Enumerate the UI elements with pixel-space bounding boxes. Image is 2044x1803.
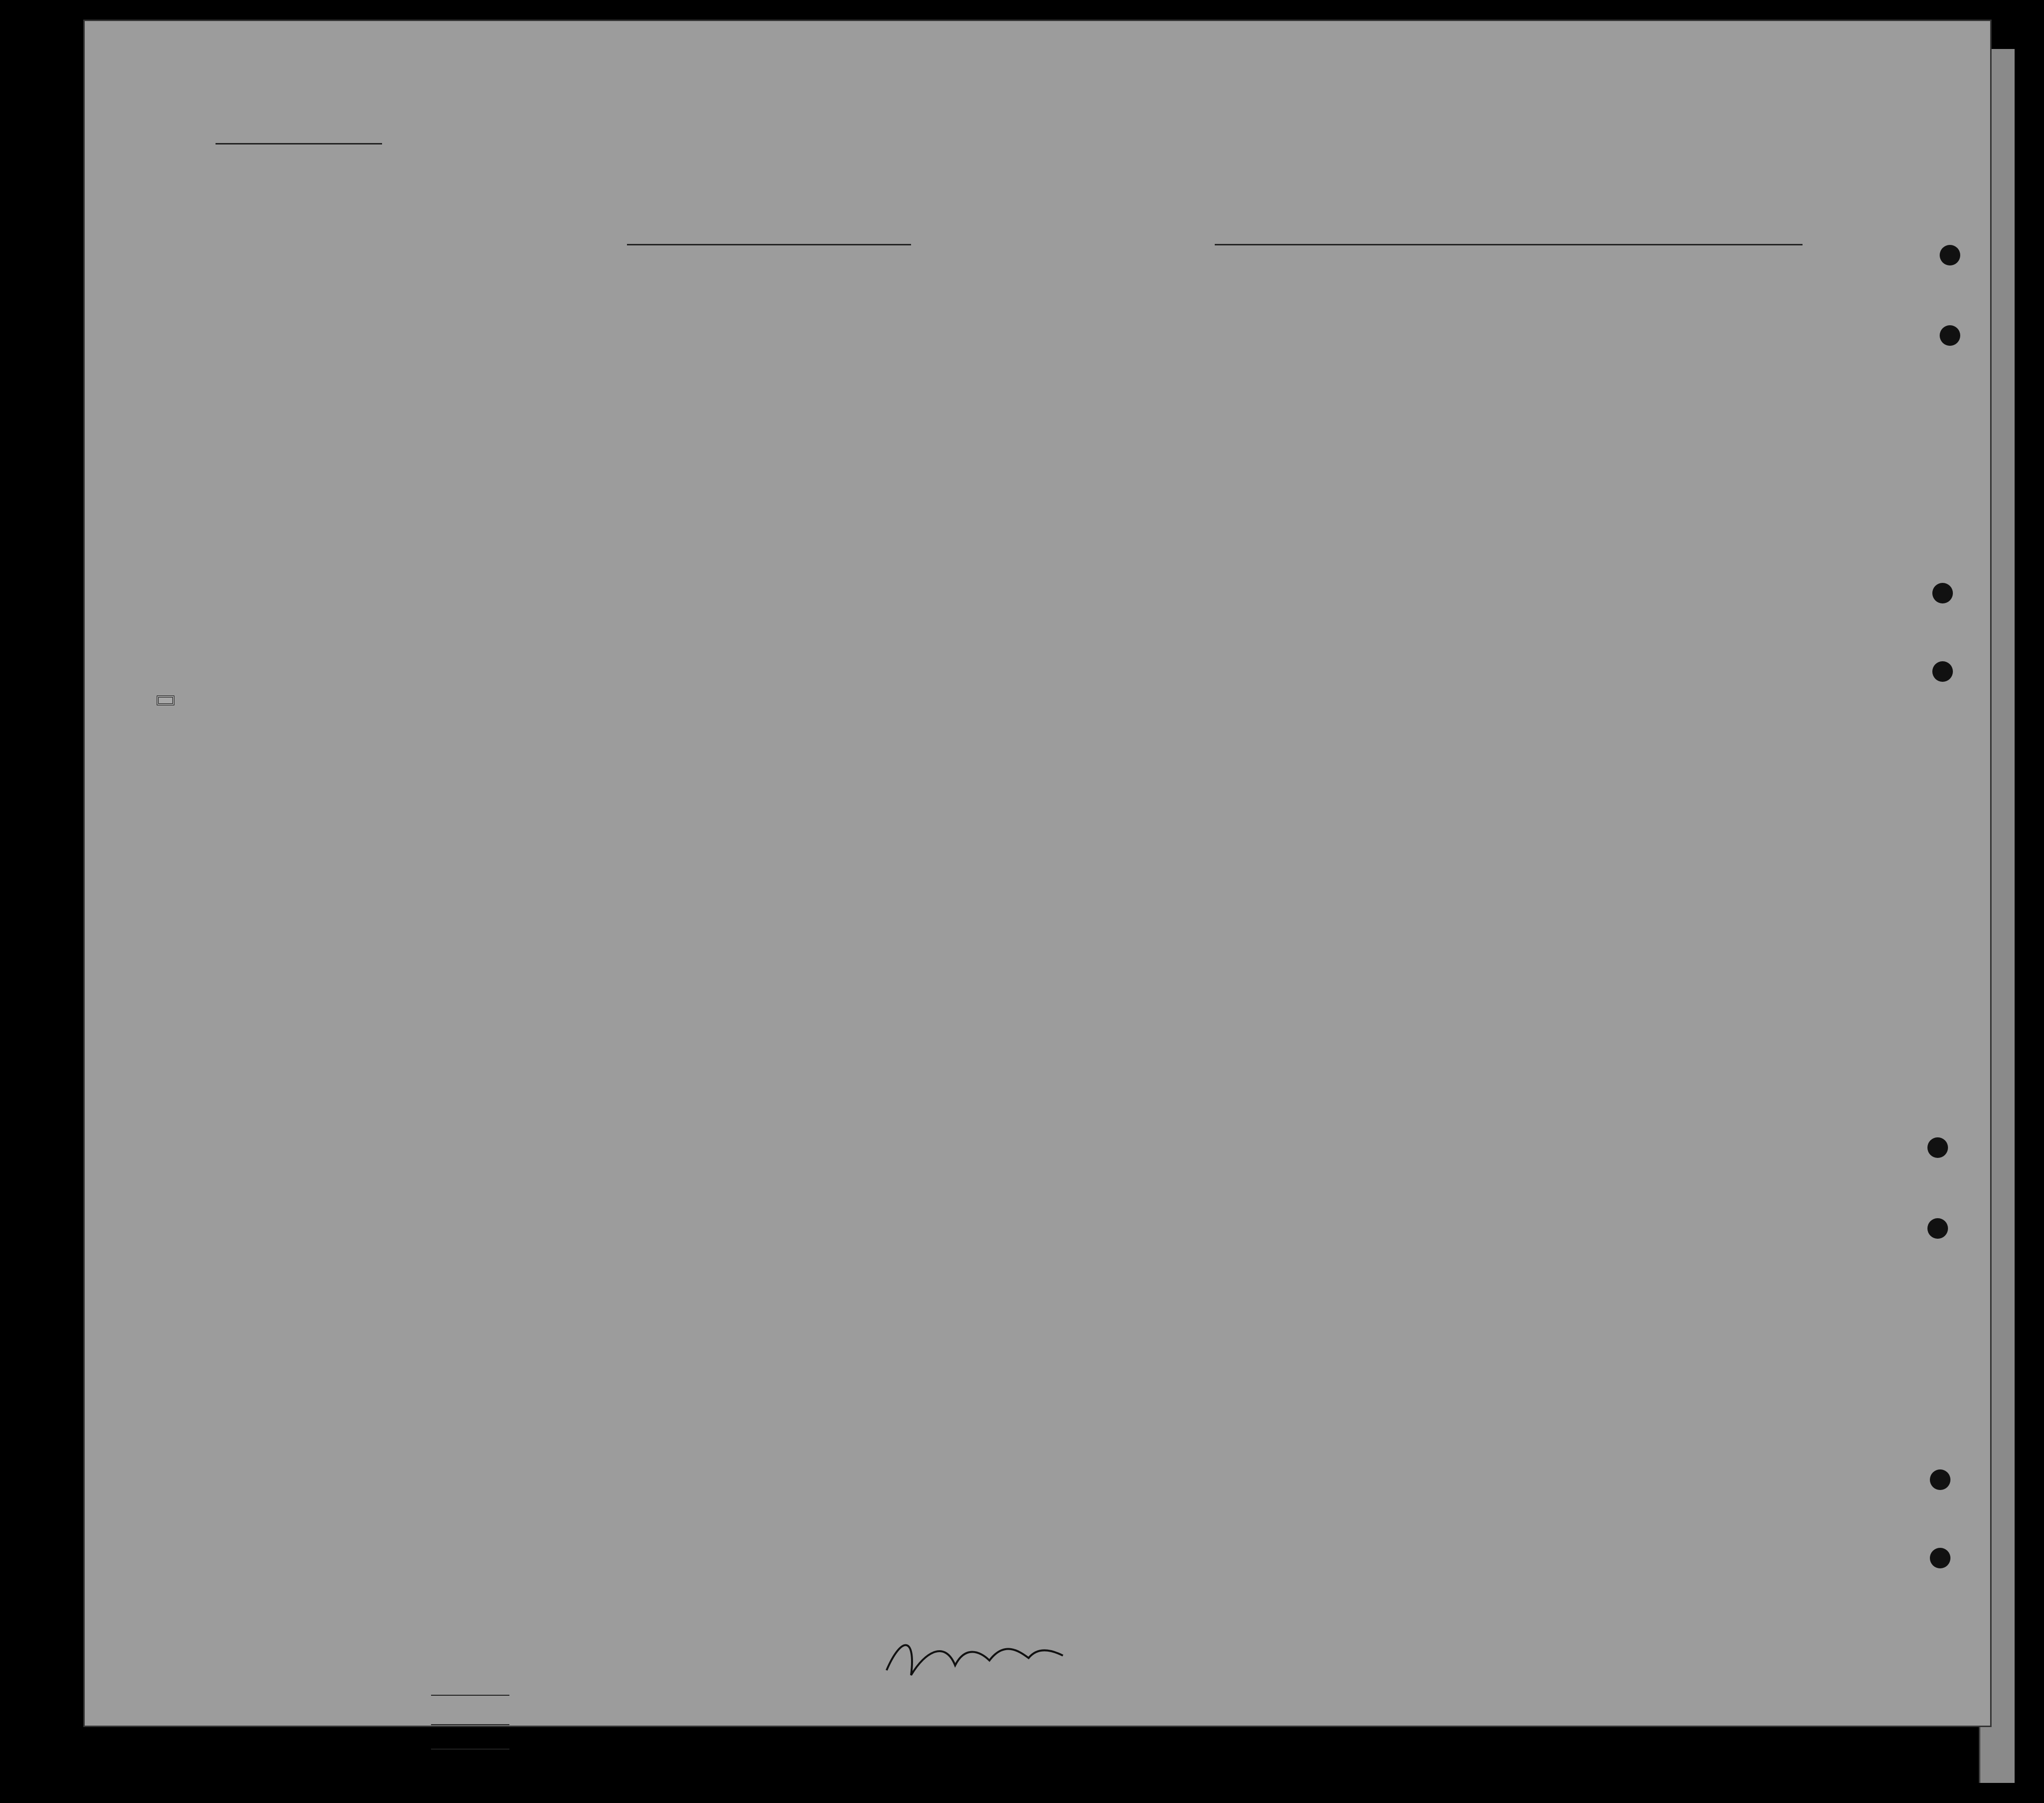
date-underline <box>1411 244 1803 245</box>
punch-hole <box>1930 1469 1950 1490</box>
punch-hole <box>1930 1548 1950 1568</box>
punch-hole <box>1927 1218 1948 1239</box>
uscit-line <box>431 1724 509 1725</box>
punch-hole <box>1940 245 1960 265</box>
total-line <box>431 1695 509 1696</box>
punch-hole <box>1940 325 1960 346</box>
list-underline <box>216 143 382 144</box>
punch-hole <box>1927 1137 1948 1158</box>
punch-hole <box>1932 583 1953 603</box>
purser-signature <box>882 1631 1068 1685</box>
ship-underline <box>627 244 911 245</box>
us-cit-stamp <box>157 696 174 705</box>
punch-hole <box>1932 661 1953 682</box>
aliens-line <box>431 1749 509 1750</box>
